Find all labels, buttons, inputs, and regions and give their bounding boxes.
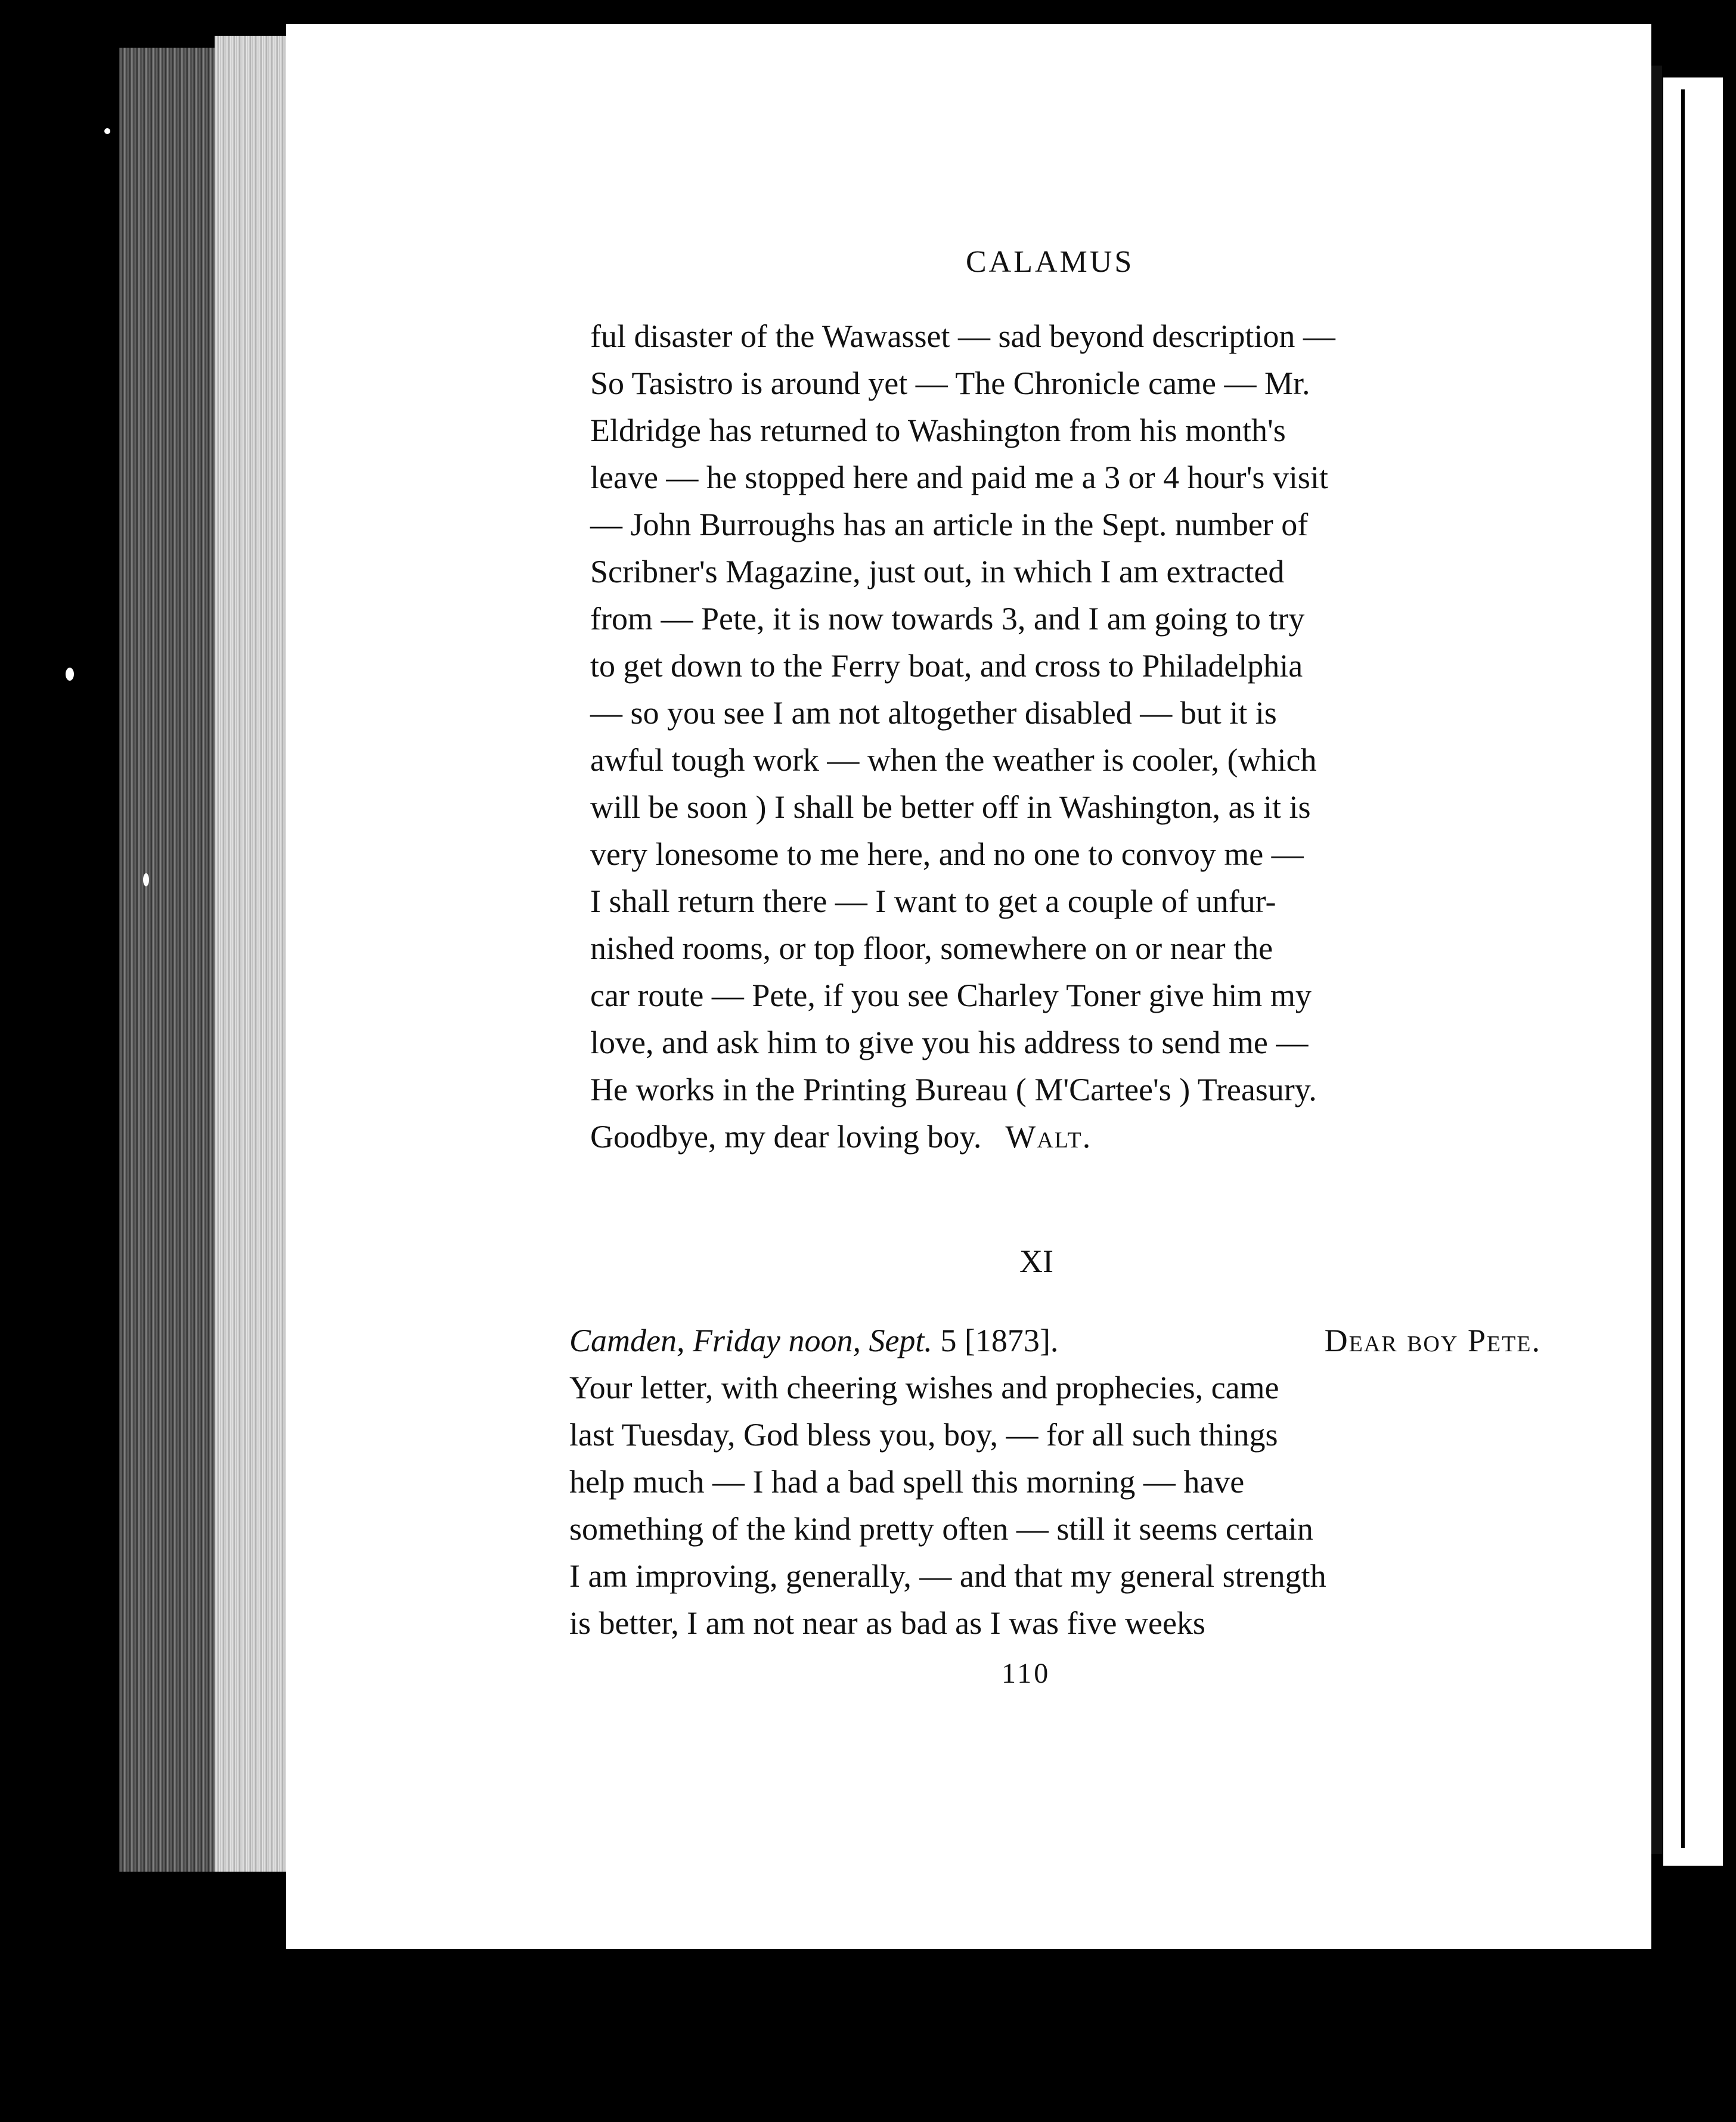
dust-speck — [66, 668, 74, 681]
facing-page-shadow — [1681, 89, 1685, 1848]
closing-text: Goodbye, my dear loving boy. — [590, 1119, 982, 1155]
text-line: leave — he stopped here and paid me a 3 or 4 hour's visit — [590, 460, 1328, 495]
right-gutter — [1651, 66, 1662, 1854]
text-line: I shall return there — I want to get a couple of unfur- — [590, 883, 1276, 919]
text-line: help much — I had a bad spell this morning — have — [569, 1464, 1245, 1500]
text-line: will be soon ) I shall be better off in Washington, as it is — [590, 789, 1311, 825]
letter-xi — [569, 1317, 1541, 1647]
book-page-edges-light — [215, 36, 298, 1872]
text-line: very lonesome to me here, and no one to convoy me — — [590, 836, 1304, 872]
text-line: Eldridge has returned to Washington from his month's — [590, 412, 1286, 448]
signature: Walt. — [1005, 1119, 1092, 1155]
page-number: 110 — [1002, 1658, 1051, 1689]
section-heading: XI — [1019, 1243, 1053, 1279]
text-line: last Tuesday, God bless you, boy, — for all such things — [569, 1417, 1278, 1453]
text-line: — John Burroughs has an article in the Sept. number of — [590, 507, 1309, 542]
text-line: love, and ask him to give you his address to send me — — [590, 1025, 1309, 1060]
text-line: I am improving, generally, — and that my general strength — [569, 1558, 1326, 1594]
text-line: Scribner's Magazine, just out, in which I am extracted — [590, 554, 1285, 590]
text-line: nished rooms, or top floor, somewhere on or near the — [590, 930, 1273, 966]
text-line: Your letter, with cheering wishes and prophecies, came — [569, 1370, 1279, 1406]
text-line: is better, I am not near as bad as I was five weeks — [569, 1605, 1205, 1641]
dust-speck — [143, 873, 149, 886]
letter-x-continuation — [590, 313, 1544, 1161]
dateline — [569, 1317, 1541, 1364]
facing-page-edge — [1663, 77, 1723, 1866]
text-line: ful disaster of the Wawasset — sad beyond description — — [590, 318, 1335, 354]
closing-line — [590, 1113, 1544, 1161]
text-line: So Tasistro is around yet — The Chronicle came — Mr. — [590, 365, 1310, 401]
dust-speck — [104, 128, 110, 134]
text-line: He works in the Printing Bureau ( M'Cartee's ) Treasury. — [590, 1072, 1317, 1107]
dateline-date: 5 [1873]. — [940, 1323, 1059, 1358]
dateline-place: Camden, Friday noon, Sept. — [569, 1323, 932, 1358]
text-line: from — Pete, it is now towards 3, and I am going to try — [590, 601, 1305, 637]
text-line: to get down to the Ferry boat, and cross to Philadelphia — [590, 648, 1303, 684]
text-line: something of the kind pretty often — still it seems certain — [569, 1511, 1313, 1547]
text-line: — so you see I am not altogether disabled — but it is — [590, 695, 1277, 731]
salutation: Dear boy Pete. — [1324, 1323, 1541, 1358]
running-head: CALAMUS — [966, 245, 1134, 279]
text-line: awful tough work — when the weather is cooler, (which — [590, 742, 1317, 778]
text-line: car route — Pete, if you see Charley Toner give him my — [590, 978, 1312, 1013]
